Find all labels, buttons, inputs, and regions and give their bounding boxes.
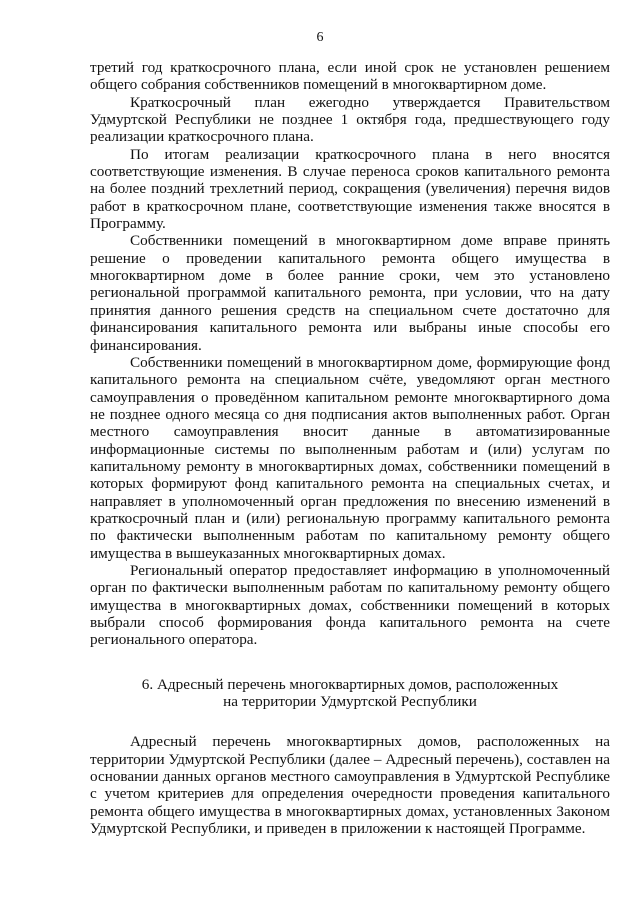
section-heading-line-1: 6. Адресный перечень многоквартирных домов, расположенных [141,675,559,693]
paragraph-continuation: третий год краткосрочного плана, если иной срок не установлен решением общего собрания собственников помещений в многоквартирном доме. [90,59,610,94]
paragraph-short-term-plan-approval: Краткосрочный план ежегодно утверждается Правительством Удмуртской Республики не позднее 1 октября года, предшествующего году реализации краткосрочного плана. [90,93,610,146]
document-body [90,59,610,837]
paragraph-address-list: Адресный перечень многоквартирных домов, расположенных на территории Удмуртской Республики (далее – Адресный перечень), составлен на основании данных органов местного самоуправления в Удмуртской Республике с учетом критериев для определения очередности проведения капитального ремонта общего имущества в многоквартирных домах, установленных Законом Удмуртской Республики, и приведен в приложении к настоящей Программе. [90,733,610,838]
paragraph-regional-operator: Региональный оператор предоставляет информацию в уполномоченный орган по фактически выполненным работам по капитальному ремонту общего имущества в многоквартирных домах, собственники помещений в которых выбрали способ формирования фонда капитального ремонта на счете регионального оператора. [90,561,610,649]
section-heading-line-2: на территории Удмуртской Республики [223,693,477,711]
page-number: 6 [316,30,324,45]
section-heading [90,676,610,711]
paragraph-plan-changes: По итогам реализации краткосрочного плана в него вносятся соответствующие изменения. В случае переноса сроков капитального ремонта на более поздний трехлетний период, сокращения (увеличения) перечня видов работ в краткосрочном плане, соответствующие изменения также вносятся в Программу. [90,145,610,233]
paragraph-owners-notification: Собственники помещений в многоквартирном доме, формирующие фонд капитального ремонта на специальном счёте, уведомляют орган местного самоуправления о проведённом капитальном ремонте многоквартирного дома не позднее одного месяца со дня подписания актов выполненных работ. Орган местного самоуправления вносит данные в автоматизированные информационные системы по выполненным работам и (или) услугам по капитальному ремонту в многоквартирных домах, собственники помещений в которых формируют фонд капитального ремонта на специальных счетах, и направляет в уполномоченный орган предложения по внесению изменений в краткосрочный план и (или) региональную программу капитального ремонта по фактически выполненным работам по капитальному ремонту общего имущества в вышеуказанных многоквартирных домах. [90,353,610,562]
paragraph-owners-early-repair: Собственники помещений в многоквартирном доме вправе принять решение о проведении капитального ремонта общего имущества в многоквартирном доме в более ранние сроки, чем это установлено региональной программой капитального ремонта, при условии, что на дату принятия данного решения средств на специальном счете достаточно для финансирования капитального ремонта или выбраны иные способы его финансирования. [90,232,610,354]
